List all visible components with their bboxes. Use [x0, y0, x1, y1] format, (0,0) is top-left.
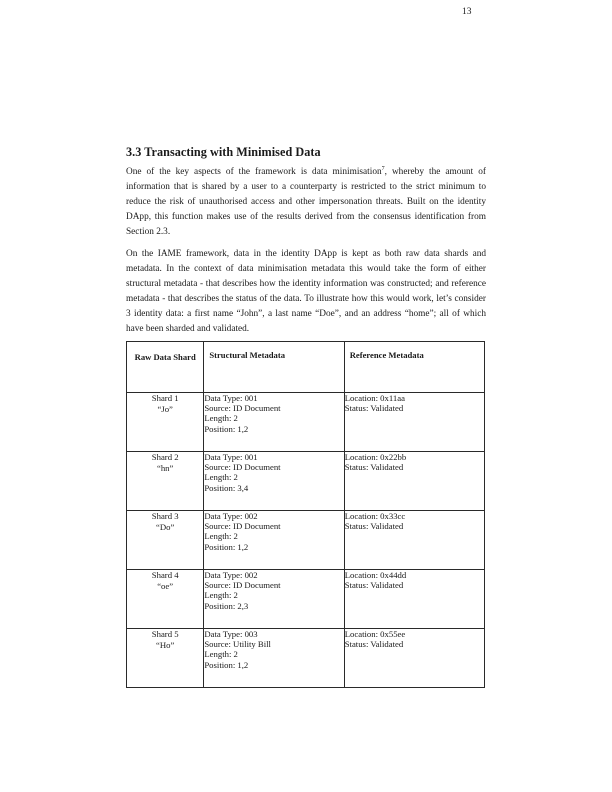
reference-metadata-cell — [344, 570, 484, 629]
shard-raw-value: “Ho” — [156, 640, 175, 650]
structural-metadata-cell — [204, 511, 344, 570]
structural-metadata-line: Length: 2 — [204, 590, 238, 601]
raw-data-shard-cell — [127, 393, 204, 452]
structural-metadata-line: Length: 2 — [204, 413, 238, 424]
raw-data-shard-cell — [127, 452, 204, 511]
structural-metadata-line: Position: 3,4 — [204, 482, 249, 493]
structural-metadata-line: Source: ID Document — [204, 403, 281, 414]
paragraph-data-minimisation — [126, 165, 486, 240]
shard-raw-value: “Jo” — [157, 404, 173, 414]
structural-metadata-cell — [204, 393, 344, 452]
reference-metadata-line: Location: 0x55ee — [344, 629, 406, 639]
reference-metadata-line: Location: 0x44dd — [344, 570, 407, 580]
shard-raw-value: “hn” — [156, 463, 174, 473]
structural-metadata-line: Data Type: 001 — [204, 452, 258, 462]
shard-metadata-table — [126, 341, 485, 688]
structural-metadata-line: Position: 1,2 — [204, 541, 249, 552]
raw-data-shard-cell — [127, 570, 204, 629]
reference-metadata-line: Status: Validated — [344, 580, 404, 591]
structural-metadata-line: Source: ID Document — [204, 462, 281, 473]
header-structural-metadata: Structural Metadata — [204, 342, 344, 393]
paragraph-text-start: One of the key aspects of the framework is data minimisation — [126, 167, 382, 177]
structural-metadata-cell — [204, 452, 344, 511]
raw-data-shard-cell — [127, 629, 204, 688]
reference-metadata-line: Location: 0x22bb — [344, 452, 407, 462]
section-title: 3.3 Transacting with Minimised Data — [126, 145, 321, 159]
reference-metadata-line: Status: Validated — [344, 639, 404, 650]
structural-metadata-line: Data Type: 001 — [204, 393, 258, 403]
shard-raw-value: “oe” — [157, 581, 174, 591]
shard-label: Shard 2 — [151, 452, 179, 462]
structural-metadata-line: Source: ID Document — [204, 521, 281, 532]
footnote-marker[interactable]: 7 — [381, 165, 385, 172]
structural-metadata-line: Data Type: 002 — [204, 511, 258, 521]
shard-label: Shard 5 — [151, 629, 179, 639]
raw-data-shard-cell — [127, 511, 204, 570]
structural-metadata-line: Position: 1,2 — [204, 659, 249, 670]
shard-label: Shard 1 — [151, 393, 179, 403]
structural-metadata-line: Length: 2 — [204, 649, 238, 660]
reference-metadata-cell — [344, 511, 484, 570]
structural-metadata-line: Source: Utility Bill — [204, 639, 271, 650]
page-number: 13 — [462, 7, 472, 17]
table-header-row — [127, 342, 485, 393]
structural-metadata-line: Position: 1,2 — [204, 423, 249, 434]
paragraph-text-end: , whereby the amount of information that is shared by a user to a counterparty is restricted to the strict minimum to reduce the risk of unauthorised access and other impersonation threats. Built on the identity DApp, this function makes use of the results derived from the consensus identification from Section 2.3. — [126, 167, 486, 238]
reference-metadata-cell — [344, 452, 484, 511]
structural-metadata-line: Length: 2 — [204, 531, 238, 542]
structural-metadata-cell — [204, 629, 344, 688]
structural-metadata-line: Source: ID Document — [204, 580, 281, 591]
structural-metadata-cell — [204, 570, 344, 629]
structural-metadata-line: Length: 2 — [204, 472, 238, 483]
reference-metadata-line: Status: Validated — [344, 403, 404, 414]
reference-metadata-line: Location: 0x33cc — [344, 511, 406, 521]
table-row — [127, 511, 485, 570]
table-row — [127, 570, 485, 629]
shard-raw-value: “Do” — [156, 522, 175, 532]
shard-label: Shard 3 — [151, 511, 179, 521]
structural-metadata-line: Position: 2,3 — [204, 600, 249, 611]
structural-metadata-line: Data Type: 002 — [204, 570, 258, 580]
header-raw-data-shard: Raw Data Shard — [127, 342, 204, 393]
reference-metadata-cell — [344, 393, 484, 452]
header-reference-metadata: Reference Metadata — [344, 342, 484, 393]
shard-label: Shard 4 — [151, 570, 179, 580]
reference-metadata-line: Status: Validated — [344, 462, 404, 473]
reference-metadata-cell — [344, 629, 484, 688]
paragraph-iame-framework: On the IAME framework, data in the identity DApp is kept as both raw data shards and metadata. In the context of data minimisation metadata this would take the form of either structural metadata - that describes how the identity information was constructed; and reference metadata - that describes the status of the data. To illustrate how this would work, let’s consider 3 identity data: a first name “John”, a last name “Doe”, and an address “home”; all of which have been sharded and validated. — [126, 249, 486, 335]
reference-metadata-line: Status: Validated — [344, 521, 404, 532]
structural-metadata-line: Data Type: 003 — [204, 629, 258, 639]
table-row — [127, 629, 485, 688]
table-row — [127, 452, 485, 511]
table-row — [127, 393, 485, 452]
reference-metadata-line: Location: 0x11aa — [344, 393, 405, 403]
